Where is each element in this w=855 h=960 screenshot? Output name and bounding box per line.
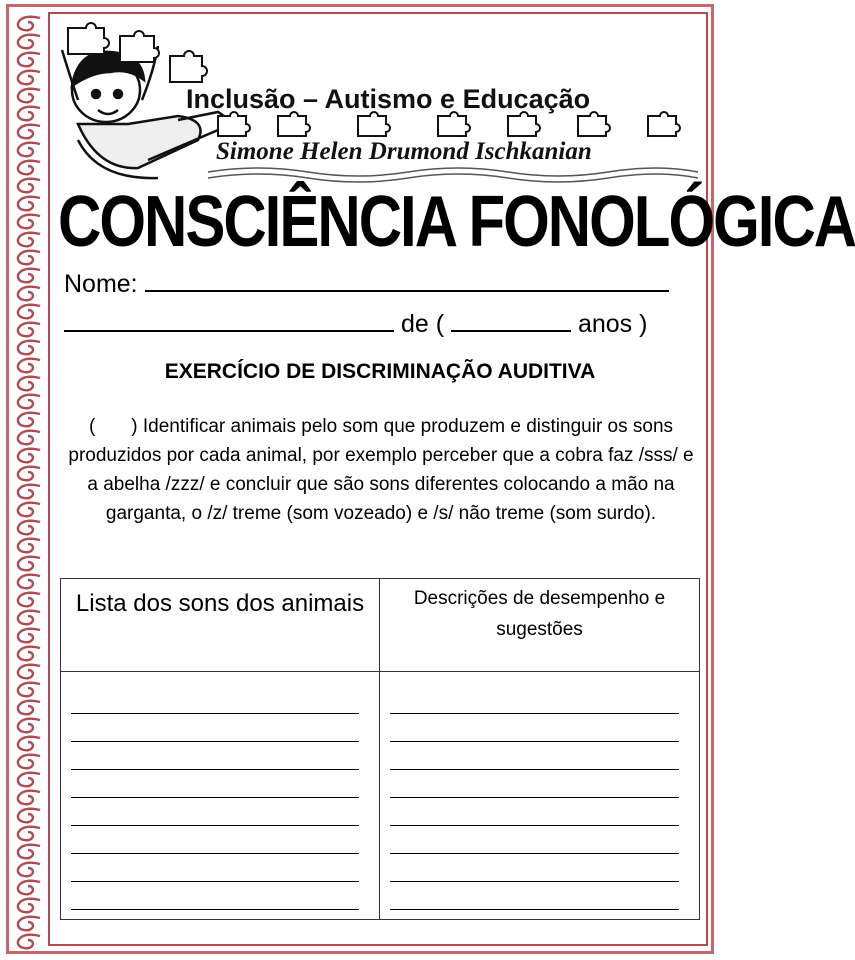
sounds-writing-area[interactable] xyxy=(61,672,380,920)
instruction-text xyxy=(64,412,698,528)
de-label: de ( xyxy=(400,310,445,338)
checkbox-close: ) xyxy=(131,416,138,437)
binding-loop xyxy=(18,71,40,85)
binding-loop xyxy=(18,413,40,427)
writing-line[interactable] xyxy=(71,854,359,882)
binding-loop xyxy=(18,647,40,661)
binding-loop xyxy=(18,341,40,355)
writing-line[interactable] xyxy=(390,798,679,826)
binding-loop xyxy=(18,611,40,625)
binding-loop xyxy=(18,305,40,319)
writing-line[interactable] xyxy=(71,686,359,714)
binding-loop xyxy=(18,377,40,391)
binding-loop xyxy=(18,521,40,535)
spiral-binding xyxy=(10,10,44,950)
binding-loop xyxy=(18,881,40,895)
anos-label: anos ) xyxy=(577,310,648,338)
writing-line[interactable] xyxy=(71,826,359,854)
binding-loop xyxy=(18,539,40,553)
name-blank[interactable] xyxy=(145,272,669,292)
binding-loop xyxy=(18,683,40,697)
binding-loop xyxy=(18,593,40,607)
binding-loop xyxy=(18,899,40,913)
writing-line[interactable] xyxy=(390,714,679,742)
binding-loop xyxy=(18,827,40,841)
binding-loop xyxy=(18,107,40,121)
writing-line[interactable] xyxy=(71,742,359,770)
binding-loop xyxy=(18,359,40,373)
column-header-descriptions: Descrições de desempenho e sugestões xyxy=(380,579,700,672)
binding-loop xyxy=(18,89,40,103)
writing-line[interactable] xyxy=(71,714,359,742)
instruction-body: Identificar animais pelo som que produzem e distinguir os sons produzidos por cada animal, por exemplo perceber que a cobra faz /sss/ e a abelha /zzz/ e concluir que são sons diferentes colocando a mão na garganta, o /z/ treme (som vozeado) e /s/ não treme (som surdo). xyxy=(68,416,694,524)
binding-loop xyxy=(18,755,40,769)
binding-loop xyxy=(18,791,40,805)
binding-loop xyxy=(18,251,40,265)
org-title: Inclusão – Autismo e Educação xyxy=(186,84,591,114)
age-row xyxy=(64,310,647,339)
binding-loop xyxy=(18,215,40,229)
age-blank[interactable] xyxy=(451,312,571,332)
binding-loop xyxy=(18,503,40,517)
binding-loop xyxy=(18,161,40,175)
binding-loop xyxy=(18,125,40,139)
writing-line[interactable] xyxy=(71,882,359,910)
binding-loop xyxy=(18,233,40,247)
writing-line[interactable] xyxy=(390,826,679,854)
exercise-title: EXERCÍCIO DE DISCRIMINAÇÃO AUDITIVA xyxy=(164,360,596,383)
binding-loop xyxy=(18,845,40,859)
name-continuation-blank[interactable] xyxy=(64,312,394,332)
descriptions-writing-area[interactable] xyxy=(380,672,700,920)
binding-loop xyxy=(18,467,40,481)
name-label: Nome: xyxy=(64,270,138,298)
writing-line[interactable] xyxy=(71,798,359,826)
binding-loop xyxy=(18,917,40,931)
binding-loop xyxy=(18,197,40,211)
main-title: CONSCIÊNCIA FONOLÓGICA xyxy=(58,181,855,262)
writing-line[interactable] xyxy=(390,882,679,910)
binding-loop xyxy=(18,629,40,643)
binding-loop xyxy=(18,557,40,571)
binding-loop xyxy=(18,719,40,733)
binding-loop xyxy=(18,179,40,193)
binding-loop xyxy=(18,701,40,715)
binding-loop xyxy=(18,269,40,283)
binding-loop xyxy=(18,737,40,751)
writing-line[interactable] xyxy=(390,686,679,714)
binding-loop xyxy=(18,935,40,949)
column-header-sounds: Lista dos sons dos animais xyxy=(61,579,380,672)
checkbox-open: ( xyxy=(88,416,96,437)
binding-loop xyxy=(18,773,40,787)
binding-loop xyxy=(18,287,40,301)
binding-loop xyxy=(18,323,40,337)
name-row xyxy=(64,270,669,299)
binding-loop xyxy=(18,35,40,49)
record-table xyxy=(60,578,700,920)
binding-loop xyxy=(18,53,40,67)
writing-line[interactable] xyxy=(390,742,679,770)
binding-loop xyxy=(18,863,40,877)
binding-loop xyxy=(18,809,40,823)
writing-line[interactable] xyxy=(390,770,679,798)
binding-loop xyxy=(18,665,40,679)
binding-loop xyxy=(18,575,40,589)
binding-loop xyxy=(18,143,40,157)
binding-loop xyxy=(18,395,40,409)
author-name: Simone Helen Drumond Ischkanian xyxy=(216,138,592,165)
binding-loop xyxy=(18,449,40,463)
binding-loop xyxy=(18,17,40,31)
writing-line[interactable] xyxy=(390,854,679,882)
writing-line[interactable] xyxy=(71,770,359,798)
binding-loop xyxy=(18,485,40,499)
binding-loop xyxy=(18,431,40,445)
